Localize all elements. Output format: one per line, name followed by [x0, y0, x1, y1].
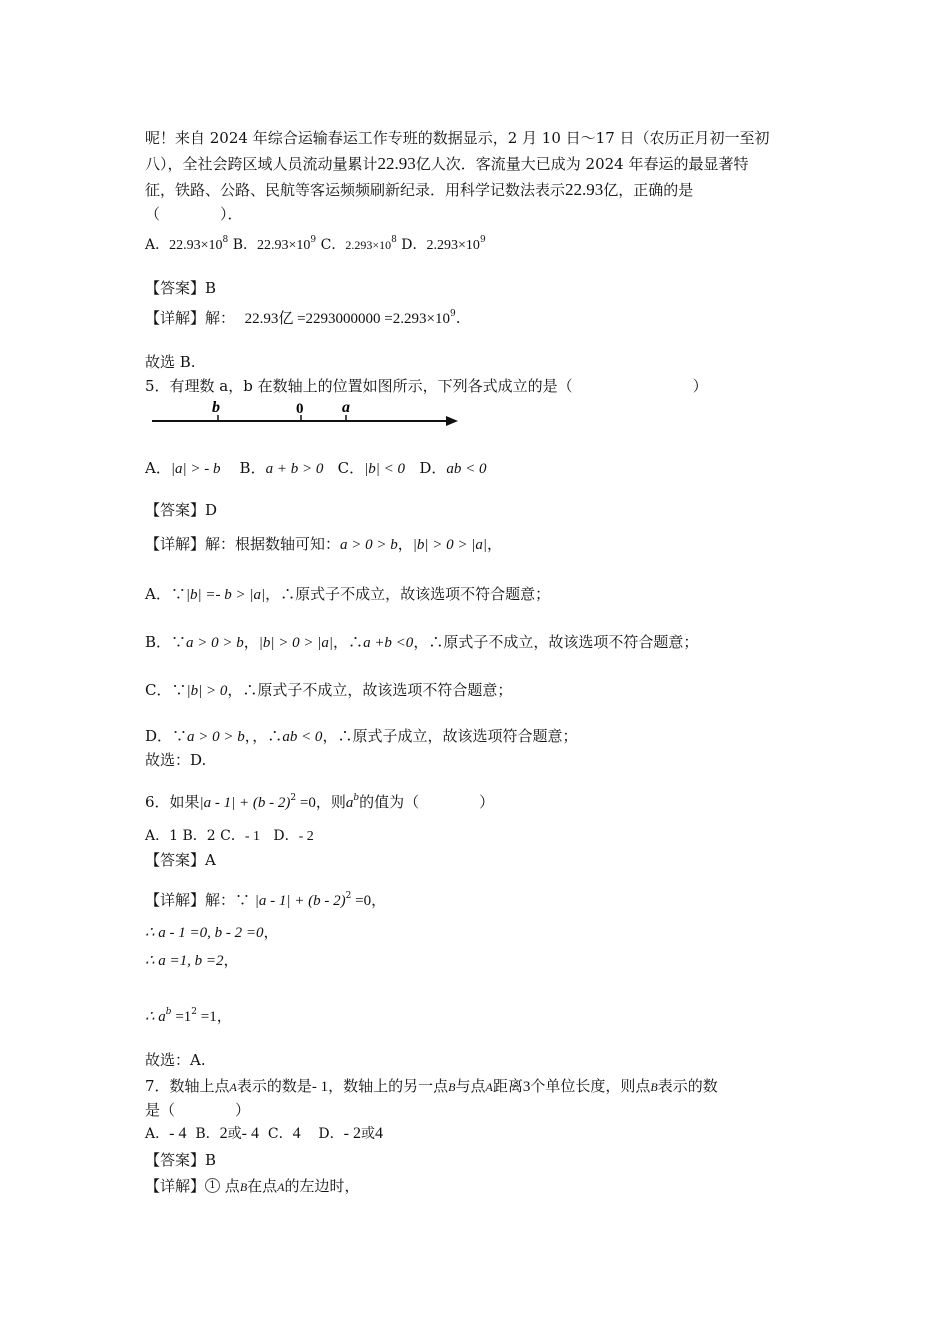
q7-options: A．- 4 B．2或- 4 C．4 D．- 2或4 [145, 1125, 383, 1142]
q4-line-2: 八），全社会跨区域人员流动量累计22.93亿人次．客流量大已成为 2024 年春运的最显著特 [145, 154, 749, 173]
number-line-diagram [150, 396, 460, 430]
q4-detail: 【详解】解： 22.93亿 $=2293000000 =2.293\times 10^9$. [145, 309, 461, 327]
q5-line-a: A．∵|b| =- b > |a|，∴原式子不成立，故该选项不符合题意； [145, 585, 551, 603]
q6-detail: 【详解】解：∵ |a - 1| + (b - 2)$^2$ =0， [145, 891, 387, 909]
axis-arrow-icon [446, 416, 458, 426]
q6-conclusion: 故选：A. [145, 1051, 206, 1069]
q4-conclusion: 故选 B. [145, 353, 196, 371]
q5-line-b: B．∵a > 0 > b，|b| > 0 > |a|，∴a +b <0，∴原式子不成立，故该选项不符合题意； [145, 633, 699, 651]
q5-answer: 【答案】D [145, 501, 218, 519]
q5-detail: 【详解】解：根据数轴可知：a > 0 > b，|b| > 0 > |a|， [145, 535, 503, 553]
q4-line-3: 征，铁路、公路、民航等客运频频刷新纪录．用科学记数法表示22.93亿，正确的是 [145, 180, 694, 199]
q7-answer: 【答案】B [145, 1151, 217, 1169]
q7-detail: 【详解】 1 点B在点A的左边时， [145, 1177, 360, 1195]
label-b: b [212, 399, 220, 416]
q6-answer: 【答案】A [145, 851, 216, 869]
q7-stem: 7．数轴上点A表示的数是- 1，数轴上的另一点B与点A距离3个单位长度，则点B表示的数 [145, 1077, 718, 1095]
circled-one-icon: 1 [205, 1178, 220, 1193]
q5-line-c: C．∵|b| > 0，∴原式子不成立，故该选项不符合题意； [145, 681, 513, 699]
q4-line-4: （ ）． [145, 205, 243, 223]
q5-options: A．|a| > - b B．a + b > 0 C．|b| < 0 D．ab < 0 [145, 459, 487, 477]
q4-line-1: 呢！来自 2024 年综合运输春运工作专班的数据显示，2 月 10 日～17 日（农历正月初一至初 [145, 129, 770, 147]
q6-step-2: ∴ a =1, b =2， [145, 951, 239, 969]
q5-stem: 5．有理数 a，b 在数轴上的位置如图所示，下列各式成立的是（ ） [145, 377, 708, 395]
q4-answer: 【答案】B [145, 279, 217, 297]
label-zero: 0 [296, 401, 304, 417]
q7-line-2: 是（ ） [145, 1101, 251, 1119]
q6-step-3: ∴ $a^b =1^2 =1$， [145, 1007, 232, 1025]
q6-step-1: ∴ a - 1 =0, b - 2 =0， [145, 923, 279, 941]
q6-stem: 6．如果|a - 1| + (b - 2)$^2$ =0，则$a^b$的值为（ ） [145, 793, 495, 811]
q6-options: A．1 B．2 C．- 1 D．- 2 [145, 828, 314, 844]
label-a: a [342, 399, 350, 416]
q5-line-d: D．∵a > 0 > b，，∴ab < 0，∴原式子成立，故该选项符合题意； [145, 727, 578, 745]
q5-conclusion: 故选：D. [145, 751, 207, 769]
q4-options: A．$22.93\times 10^8$ B．$22.93\times 10^9$ C．$2.293\times 10^8$ D．$2.293\times 10^9$ [145, 235, 486, 253]
